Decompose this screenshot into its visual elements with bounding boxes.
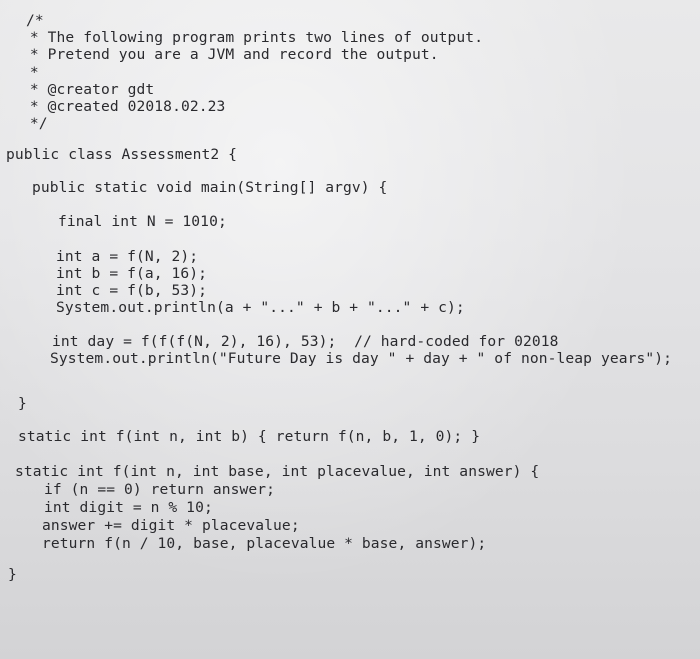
- main-closing-brace: }: [18, 395, 27, 412]
- comment-open: /*: [26, 12, 44, 29]
- constant-declaration: final int N = 1010;: [58, 213, 227, 230]
- digit-line: int digit = n % 10;: [44, 499, 213, 516]
- comment-line-created: * @created 02018.02.23: [21, 98, 226, 115]
- comment-line-description-2: * Pretend you are a JVM and record the output.: [21, 46, 439, 63]
- f-four-arg-signature: static int f(int n, int base, int placevalue, int answer) {: [15, 463, 540, 480]
- answer-update-line: answer += digit * placevalue;: [42, 517, 300, 534]
- var-a-line: int a = f(N, 2);: [56, 248, 199, 265]
- comment-line-blank: *: [21, 64, 39, 81]
- var-c-line: int c = f(b, 53);: [56, 282, 208, 299]
- comment-line-description-1: * The following program prints two lines of output.: [21, 29, 484, 46]
- return-recursive-line: return f(n / 10, base, placevalue * base, answer);: [42, 535, 487, 552]
- f-two-arg-method: static int f(int n, int b) { return f(n, b, 1, 0); }: [18, 428, 481, 445]
- comment-close: */: [21, 115, 48, 132]
- main-method-signature: public static void main(String[] argv) {: [32, 179, 388, 196]
- var-day-line: int day = f(f(f(N, 2), 16), 53); // hard-coded for 02018: [52, 333, 559, 350]
- println-abc-line: System.out.println(a + "..." + b + "..." + c);: [56, 299, 465, 316]
- println-day-line: System.out.println("Future Day is day " + day + " of non-leap years");: [50, 350, 673, 367]
- if-base-case-line: if (n == 0) return answer;: [44, 481, 276, 498]
- class-closing-brace: }: [8, 566, 17, 583]
- var-b-line: int b = f(a, 16);: [56, 265, 208, 282]
- class-declaration: public class Assessment2 {: [6, 146, 238, 163]
- comment-line-creator: * @creator gdt: [21, 81, 155, 98]
